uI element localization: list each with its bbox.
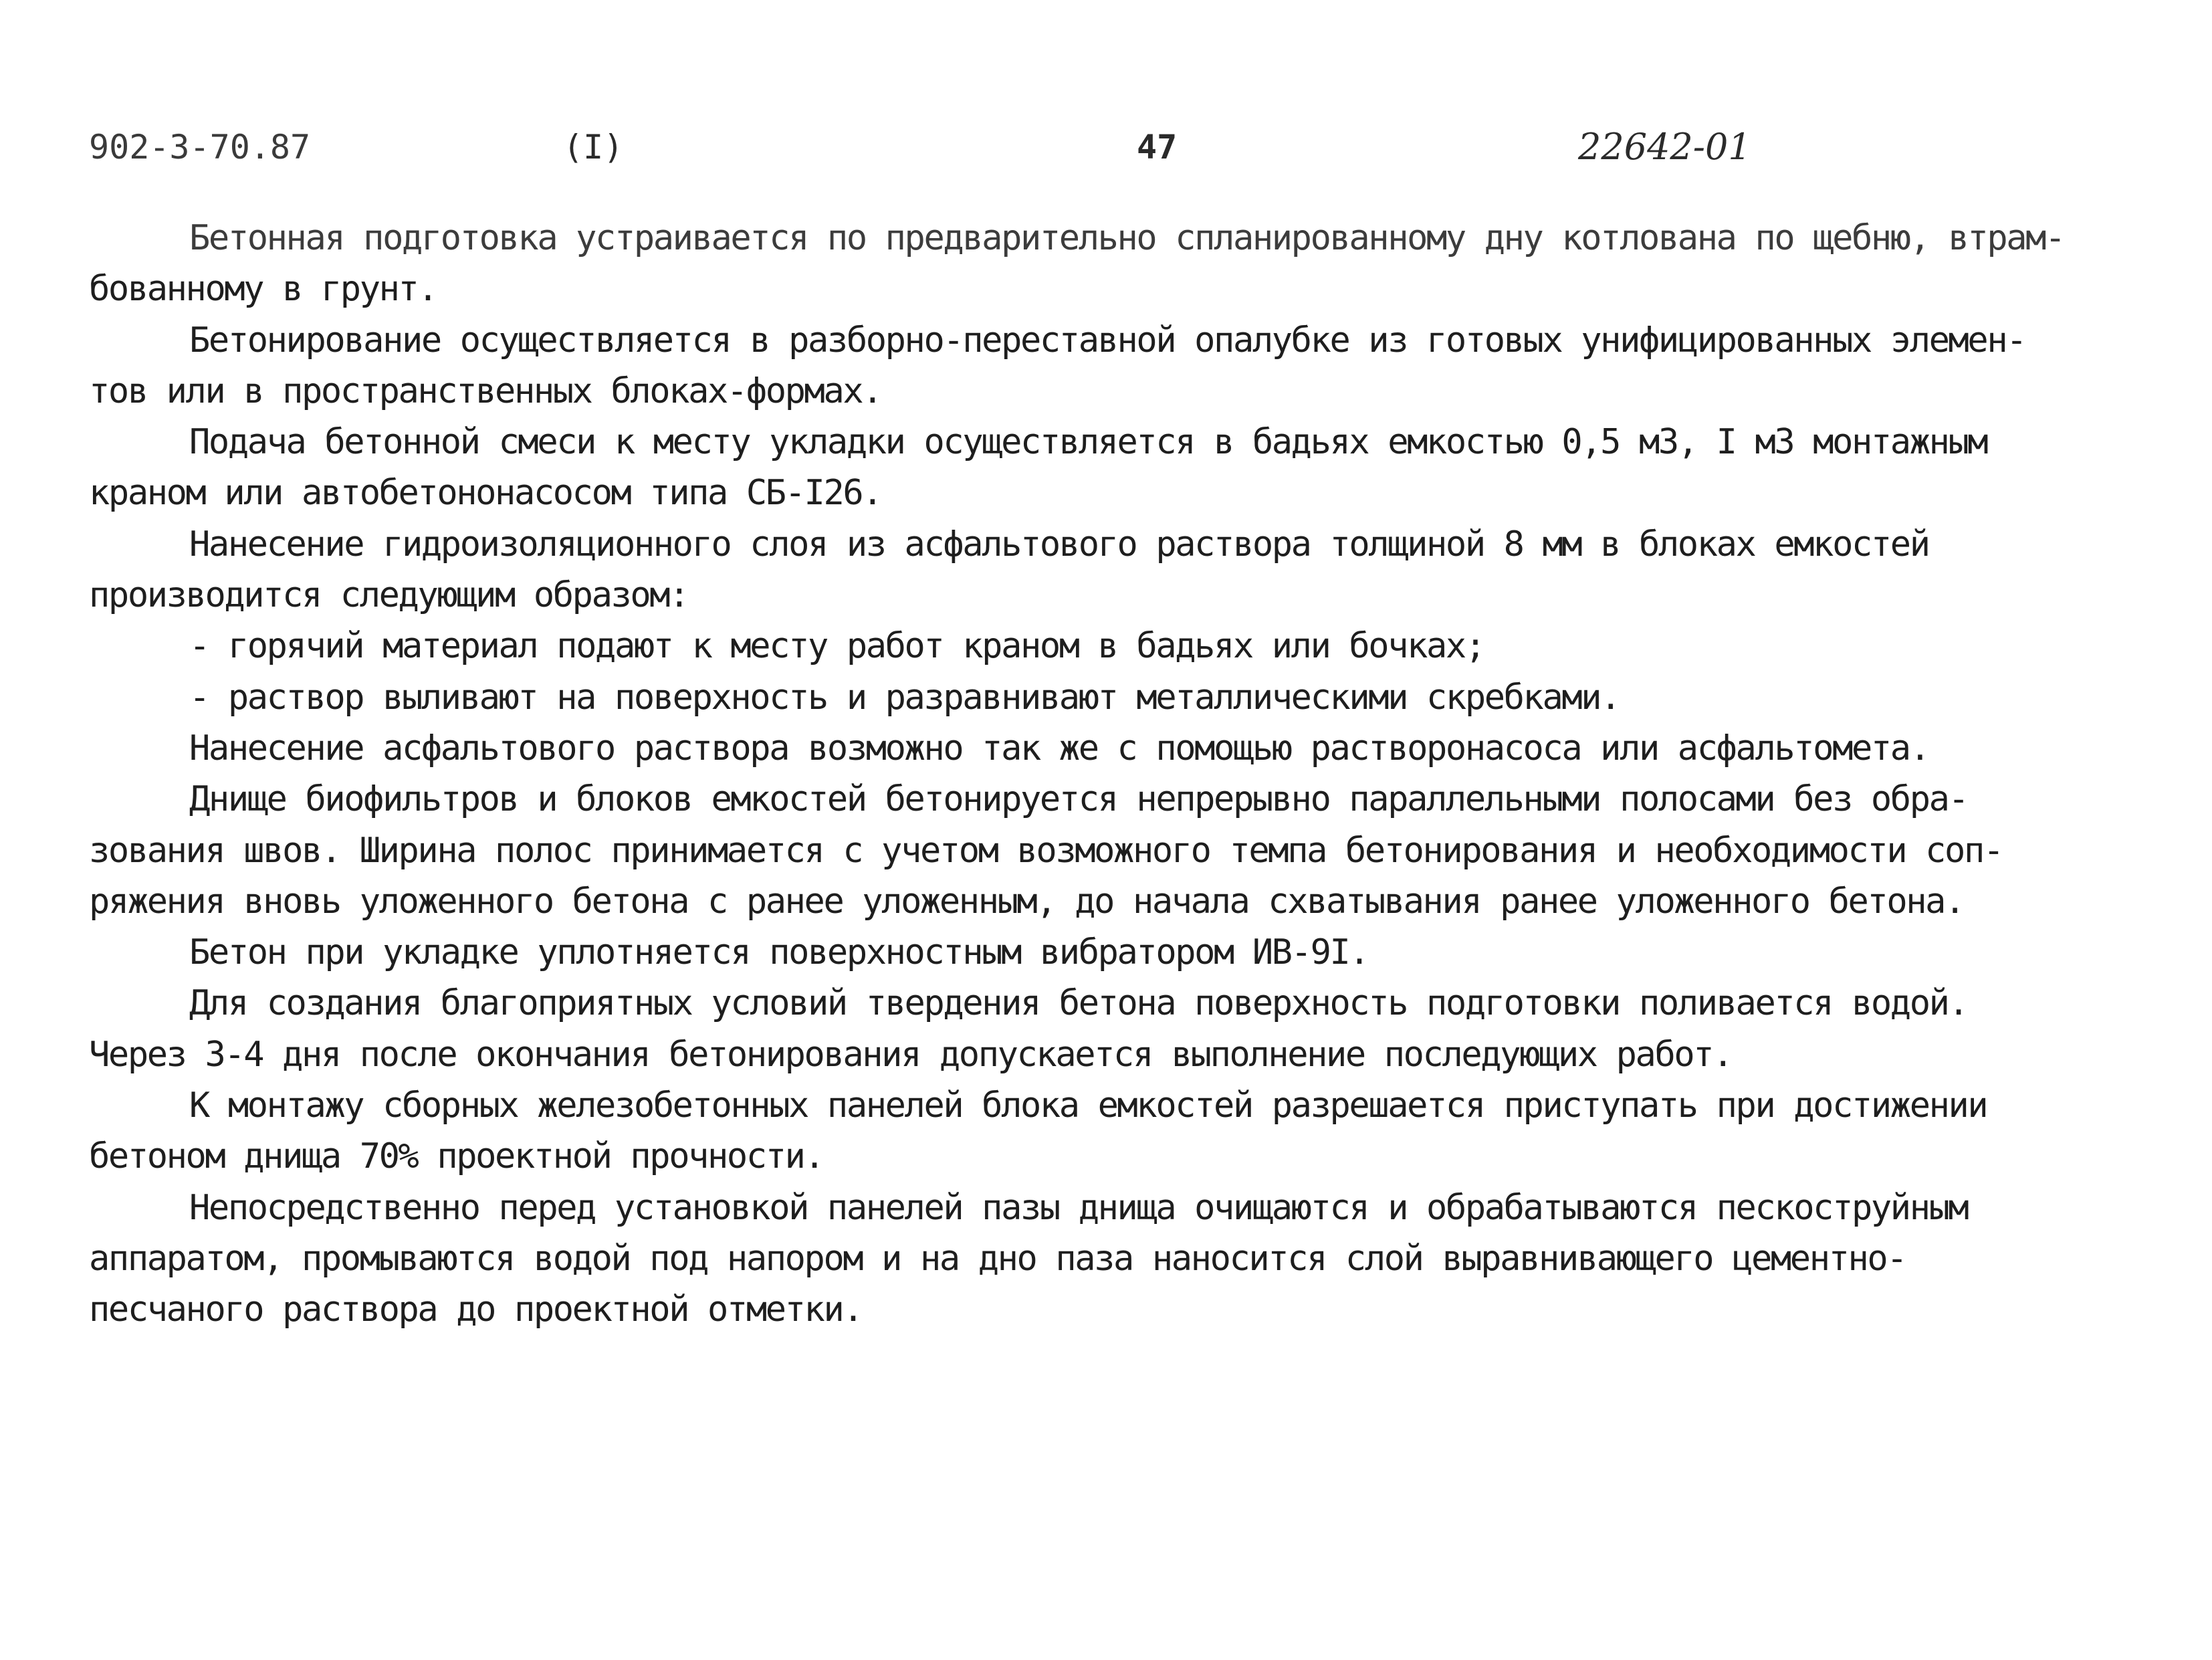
text-line: Через 3-4 дня после окончания бетонирования допускается выполнение последующих работ. bbox=[89, 1034, 1733, 1075]
page-number: 47 bbox=[1137, 128, 1178, 167]
text-line: Для создания благоприятных условий твердения бетона поверхность подготовки поливается водой. bbox=[189, 983, 1968, 1024]
text-line: Подача бетонной смеси к месту укладки осуществляется в бадьях емкостью 0,5 м3, I м3 монтажным bbox=[189, 422, 1987, 463]
list-item: - раствор выливают на поверхность и разравнивают металлическими скребками. bbox=[189, 677, 1620, 718]
text-line: бетоном днища 70% проектной прочности. bbox=[89, 1136, 824, 1177]
text-line: тов или в пространственных блоках-формах. bbox=[89, 371, 882, 411]
text-line: Нанесение гидроизоляционного слоя из асфальтового раствора толщиной 8 мм в блоках емкостей bbox=[189, 524, 1929, 564]
document-code: 902-3-70.87 bbox=[89, 128, 311, 167]
text-line: Бетонирование осуществляется в разборно-переставной опалубке из готовых унифицированных элемен- bbox=[189, 320, 2026, 360]
text-line: Нанесение асфальтового раствора возможно так же с помощью растворонасоса или асфальтомета. bbox=[189, 728, 1929, 768]
reference-number: 22642-01 bbox=[1578, 126, 1751, 168]
text-line: ряжения вновь уложенного бетона с ранее уложенным, до начала схватывания ранее уложенного бетона. bbox=[89, 881, 1964, 922]
text-line: Бетонная подготовка устраивается по предварительно спланированному дну котлована по щебню, втрам- bbox=[189, 218, 2064, 258]
text-line: Днище биофильтров и блоков емкостей бетонируется непрерывно параллельными полосами без обра- bbox=[189, 779, 1968, 820]
text-line: Непосредственно перед установкой панелей пазы днища очищаются и обрабатываются пескоструйным bbox=[189, 1187, 1968, 1228]
text-line: Бетон при укладке уплотняется поверхностным вибратором ИВ-9I. bbox=[189, 932, 1369, 973]
text-line: К монтажу сборных железобетонных панелей блока емкостей разрешается приступать при достижении bbox=[189, 1085, 1987, 1126]
text-line: производится следующим образом: bbox=[89, 575, 689, 616]
text-line: зования швов. Ширина полос принимается с учетом возможного темпа бетонирования и необходимости соп- bbox=[89, 830, 2003, 871]
text-line: бованному в грунт. bbox=[89, 269, 437, 310]
text-line: краном или автобетононасосом типа СБ-I26. bbox=[89, 473, 882, 514]
text-line: песчаного раствора до проектной отметки. bbox=[89, 1289, 863, 1330]
list-item: - горячий материал подают к месту работ краном в бадьях или бочках; bbox=[189, 626, 1484, 667]
body-text bbox=[89, 213, 2175, 1336]
part-number: (I) bbox=[563, 128, 624, 167]
text-line: аппаратом, промываются водой под напором и на дно паза наносится слой выравнивающего цементно- bbox=[89, 1238, 1906, 1279]
